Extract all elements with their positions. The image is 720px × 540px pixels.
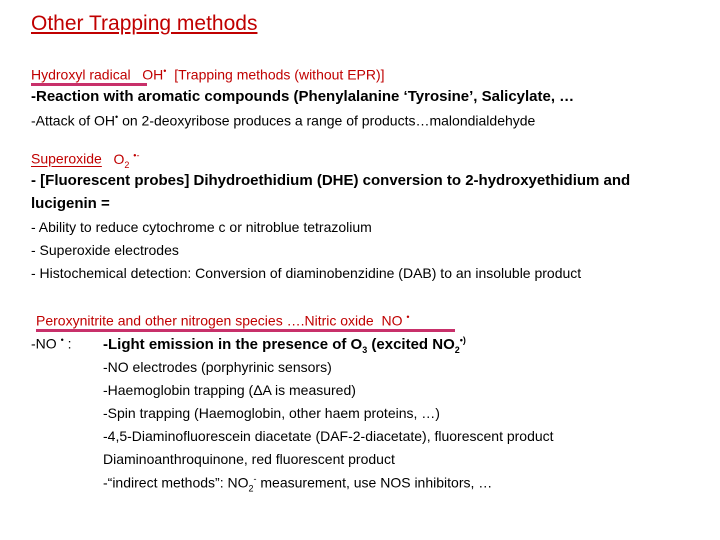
hydroxyl-line-2: -Reaction with aromatic compounds (Phenylalanine ‘Tyrosine’, Salicylate, … <box>31 88 575 105</box>
no-item: -Spin trapping (Haemoglobin, other haem proteins, …) <box>103 405 440 421</box>
hydroxyl-desc: [Trapping methods (without EPR)] <box>174 66 385 83</box>
superoxide-line-1: - [Fluorescent probes] Dihydroethidium (DHE) conversion to 2-hydroxyethidium and <box>31 172 631 189</box>
page-title: Other Trapping methods <box>31 12 258 35</box>
hydroxyl-symbol: OH <box>142 66 164 83</box>
no-label <box>31 335 72 352</box>
peroxynitrite-underline <box>36 329 455 332</box>
peroxynitrite-dot: • <box>406 312 410 322</box>
hydroxyl-label: Hydroxyl radical <box>31 66 131 83</box>
no-item: -4,5-Diaminofluorescein diacetate (DAF-2-diacetate), fluorescent product <box>103 428 554 444</box>
hydroxyl-line-3-text-a: -Attack of OH <box>31 112 116 129</box>
no-item: -Haemoglobin trapping (ΔA is measured) <box>103 382 356 398</box>
superoxide-symbol-sub: 2 <box>124 159 130 170</box>
superoxide-line-3: - Ability to reduce cytochrome c or nitroblue tetrazolium <box>31 219 372 235</box>
no-indirect-sub: 2 <box>248 483 254 494</box>
superoxide-line-4: - Superoxide electrodes <box>31 242 179 258</box>
no-item: Diaminoanthroquinone, red fluorescent product <box>103 451 395 467</box>
no-indirect-methods <box>103 474 492 493</box>
hydroxyl-line-3-text-b: on 2-deoxyribose produces a range of products…malondialdehyde <box>118 112 536 129</box>
no-light-text-b: (excited NO <box>367 336 455 353</box>
superoxide-symbol-sup: •- <box>133 150 140 160</box>
superoxide-heading <box>31 150 139 169</box>
superoxide-line-2: lucigenin = <box>31 195 110 212</box>
peroxynitrite-label: Peroxynitrite and other nitrogen species ….Nitric oxide <box>36 312 374 329</box>
no-light-sub-2: 2 <box>454 345 460 355</box>
no-light-sub: 3 <box>362 345 368 355</box>
hydroxyl-heading <box>31 66 385 83</box>
no-light-sup: •) <box>459 335 466 345</box>
no-indirect-text-a: -“indirect methods”: NO <box>103 474 249 491</box>
hydroxyl-underline <box>31 83 147 86</box>
hydroxyl-dot: • <box>163 66 167 76</box>
superoxide-symbol <box>113 150 140 170</box>
no-indirect-sup: - <box>253 474 257 484</box>
superoxide-line-5: - Histochemical detection: Conversion of diaminobenzidine (DAB) to an insoluble product <box>31 265 582 281</box>
superoxide-label: Superoxide <box>31 150 102 167</box>
hydroxyl-line-3-dot: • <box>115 112 119 122</box>
no-label-colon: : <box>67 335 72 352</box>
superoxide-symbol-base: O <box>113 150 125 167</box>
peroxynitrite-heading <box>36 312 410 329</box>
no-item: -NO electrodes (porphyrinic sensors) <box>103 359 332 375</box>
no-label-dot: • <box>60 335 64 345</box>
no-label-text: -NO <box>31 335 57 352</box>
no-light-text-a: -Light emission in the presence of O <box>103 336 363 353</box>
hydroxyl-line-3 <box>31 112 535 129</box>
peroxynitrite-symbol: NO <box>381 312 403 329</box>
no-light-emission <box>103 335 466 355</box>
no-indirect-text-b: measurement, use NOS inhibitors, … <box>256 474 493 491</box>
